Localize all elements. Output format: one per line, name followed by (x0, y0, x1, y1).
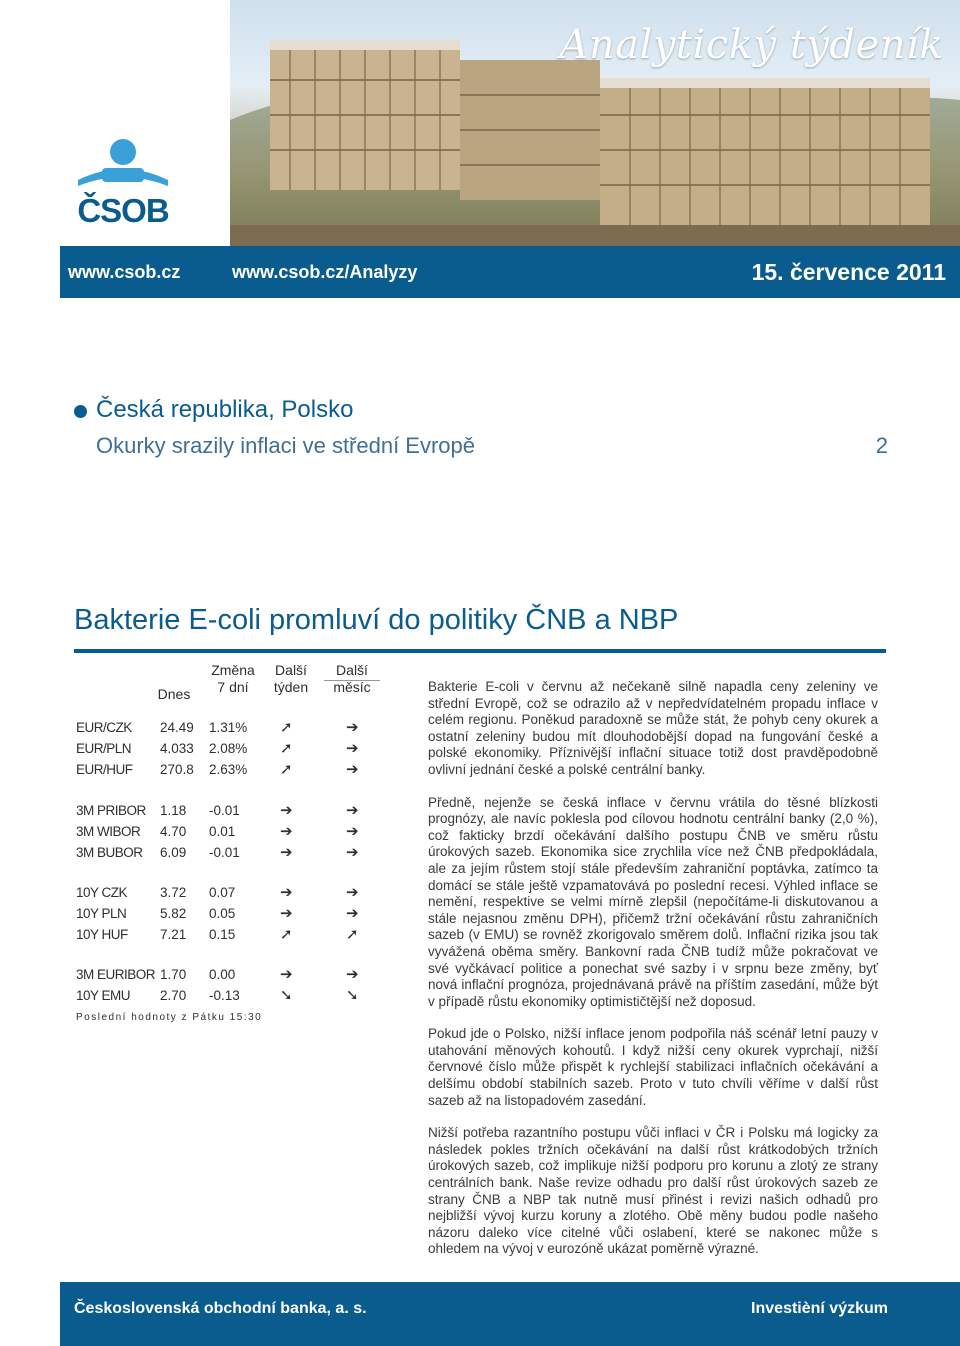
week-trend-arrow-icon: ➔ (280, 844, 293, 861)
market-row (74, 843, 384, 863)
market-row (74, 883, 384, 903)
instrument-name: 3M WIBOR (76, 824, 141, 839)
value-change: -0.13 (209, 988, 240, 1003)
market-row (74, 904, 384, 924)
instrument-name: 3M BUBOR (76, 845, 143, 860)
col-header-next-month: Další měsíc (333, 662, 371, 695)
col-header-next-week: Další týden (273, 662, 309, 695)
csob-logo (68, 138, 178, 228)
market-row (74, 925, 384, 945)
footer-bar (60, 1282, 960, 1346)
headline-rule (74, 649, 886, 653)
value-today: 7.21 (160, 927, 187, 942)
value-change: 2.08% (209, 741, 248, 756)
value-today: 2.70 (160, 988, 187, 1003)
month-trend-arrow-icon: ➔ (346, 761, 359, 778)
value-change: 0.07 (209, 885, 236, 900)
article-body (428, 679, 878, 1274)
article-paragraph: Nižší potřeba razantního postupu vůči inflaci v ČR i Polsku má logicky za následek pokles tržních očekávání na další růst krátkodobých tržních úrokových sazeb, což implikuje nižší podporu pro korunu a zlotý ze strany centrálních bank. Naše revize odhadu pro další růst úrokových sazeb ze strany ČNB a NBP tak nutně musí přinést i revizi našich odhadů pro nejbližší vývoj kurzu koruny a zlotého. Obě měny budou podle našeho názoru daleko více citelné vůči oslabení, které se nakonec může s ohledem na vývoj v eurozóně ukázat poměrně výrazné. (428, 1125, 878, 1257)
instrument-name: 10Y EMU (76, 988, 131, 1003)
value-change: -0.01 (209, 845, 240, 860)
article-paragraph: Předně, nejenže se česká inflace v červnu vrátila do těsné blízkosti prognózy, ale navíc poklesla pod cílovou hodnotu centrální banky (2,0 %), což fakticky brzdí očekávání dalšího postupu ČNB ve směru růstu úrokových sazeb. Ekonomika sice zrychlila více než ČNB předpokládala, ale za jejím růstem stojí stále především zahraniční poptávka, zatímco ta domácí se stále ještě vzpamatovává po poslední recesi. Výhled inflace se nemění, respektive se velmi mírně zlepšil (nepočítáme-li diskutovanou a stále nejasnou změnu DPH), přičemž tržní očekávání růstu zahraničních sazeb (v EMU) se rovněž zkorigovalo směrem dolů. Inflační rizika jsou tak vyvážená oběma směry. Bankovní rada ČNB tudíž může pokračovat ve své vyčkávací politice a ponechat své sazby i v srpnu beze změny, byť nová inflační prognóza, projednávaná právě na příštím zasedání, může být v případě růstu ekonomiky optimističtější než doposud. (428, 794, 878, 1009)
market-row (74, 986, 384, 1006)
month-trend-arrow-icon: ➔ (346, 905, 359, 922)
month-trend-arrow-icon: ➔ (346, 884, 359, 901)
market-row (74, 739, 384, 759)
publication-title: Analytický týdeník (559, 22, 944, 68)
value-today: 1.70 (160, 967, 187, 982)
instrument-name: EUR/PLN (76, 741, 132, 756)
month-trend-arrow-icon: ➔ (346, 823, 359, 840)
market-row (74, 965, 384, 985)
instrument-name: 10Y CZK (76, 885, 128, 900)
toc-page-number: 2 (875, 433, 888, 458)
footer-department: Investièní výzkum (751, 1300, 888, 1317)
instrument-name: 10Y PLN (76, 906, 127, 921)
week-trend-arrow-icon: ➚ (280, 926, 293, 943)
value-today: 4.70 (160, 824, 187, 839)
website-link[interactable]: www.csob.cz (68, 262, 181, 282)
value-today: 24.49 (160, 720, 194, 735)
header-bar (60, 246, 960, 298)
value-change: 0.05 (209, 906, 236, 921)
month-trend-arrow-icon: ➔ (346, 719, 359, 736)
week-trend-arrow-icon: ➚ (280, 740, 293, 757)
toc-bullet-icon (74, 405, 87, 418)
issue-date: 15. července 2011 (751, 259, 946, 285)
month-trend-arrow-icon: ➘ (346, 987, 359, 1004)
week-trend-arrow-icon: ➔ (280, 884, 293, 901)
week-trend-arrow-icon: ➘ (280, 987, 293, 1004)
article-paragraph: Pokud jde o Polsko, nižší inflace jenom podpořila náš scénář letní pauzy v utahování měnových kohoutů. I když nižší ceny okurek vyprchají, nižší červnové číslo může přispět k rychlejší stabilizaci inflačních očekávání a delšímu období stabilních sazeb. Proto v tuto chvíli věříme v další růst sazeb až na listopadovém zasedání. (428, 1026, 878, 1108)
footer-bank-name: Československá obchodní banka, a. s. (74, 1300, 367, 1317)
week-trend-arrow-icon: ➚ (280, 761, 293, 778)
month-trend-arrow-icon: ➔ (346, 740, 359, 757)
instrument-name: 3M PRIBOR (76, 803, 146, 818)
value-change: -0.01 (209, 803, 240, 818)
instrument-name: EUR/HUF (76, 762, 133, 777)
analyses-link[interactable]: www.csob.cz/Analyzy (232, 262, 418, 282)
col-header-change: Změna 7 dní (211, 662, 255, 695)
value-change: 2.63% (209, 762, 248, 777)
market-row (74, 718, 384, 738)
market-row (74, 801, 384, 821)
article-headline: Bakterie E-coli promluví do politiky ČNB a NBP (74, 604, 679, 636)
week-trend-arrow-icon: ➚ (280, 719, 293, 736)
building-photo (230, 0, 960, 246)
week-trend-arrow-icon: ➔ (280, 823, 293, 840)
week-trend-arrow-icon: ➔ (280, 802, 293, 819)
svg-text:ČSOB: ČSOB (77, 192, 169, 228)
value-today: 5.82 (160, 906, 187, 921)
col-header-today: Dnes (157, 686, 191, 702)
market-row (74, 822, 384, 842)
toc-subtitle[interactable]: Okurky srazily inflaci ve střední Evropě (96, 433, 476, 458)
article-paragraph: Bakterie E-coli v červnu až nečekaně silně napadla ceny zeleniny ve střední Evropě, což se odrazilo až v nepředvídatelném propadu inflace v celém regionu. Poněkud paradoxně se může stát, že pohyb ceny okurek a ostatní zeleniny budou mít dlouhodobější dopad na fungování české a polské ekonomiky. Příznivější inflační situace totiž dost pravděpodobně ovlivní jednání české a polské centrální banky. (428, 679, 878, 777)
value-today: 6.09 (160, 845, 187, 860)
month-trend-arrow-icon: ➔ (346, 802, 359, 819)
week-trend-arrow-icon: ➔ (280, 905, 293, 922)
instrument-name: 3M EURIBOR (76, 967, 156, 982)
value-change: 0.00 (209, 967, 236, 982)
week-trend-arrow-icon: ➔ (280, 966, 293, 983)
market-table-note: Poslední hodnoty z Pátku 15:30 (76, 1012, 263, 1023)
instrument-name: EUR/CZK (76, 720, 132, 735)
market-row (74, 760, 384, 780)
month-trend-arrow-icon: ➔ (346, 966, 359, 983)
header-banner (60, 0, 960, 298)
instrument-name: 10Y HUF (76, 927, 128, 942)
month-trend-arrow-icon: ➔ (346, 844, 359, 861)
value-change: 0.01 (209, 824, 236, 839)
month-trend-arrow-icon: ➚ (346, 926, 359, 943)
value-change: 0.15 (209, 927, 236, 942)
value-change: 1.31% (209, 720, 248, 735)
value-today: 270.8 (160, 762, 194, 777)
toc-title[interactable]: Česká republika, Polsko (96, 396, 354, 423)
value-today: 4.033 (160, 741, 194, 756)
value-today: 1.18 (160, 803, 187, 818)
value-today: 3.72 (160, 885, 187, 900)
